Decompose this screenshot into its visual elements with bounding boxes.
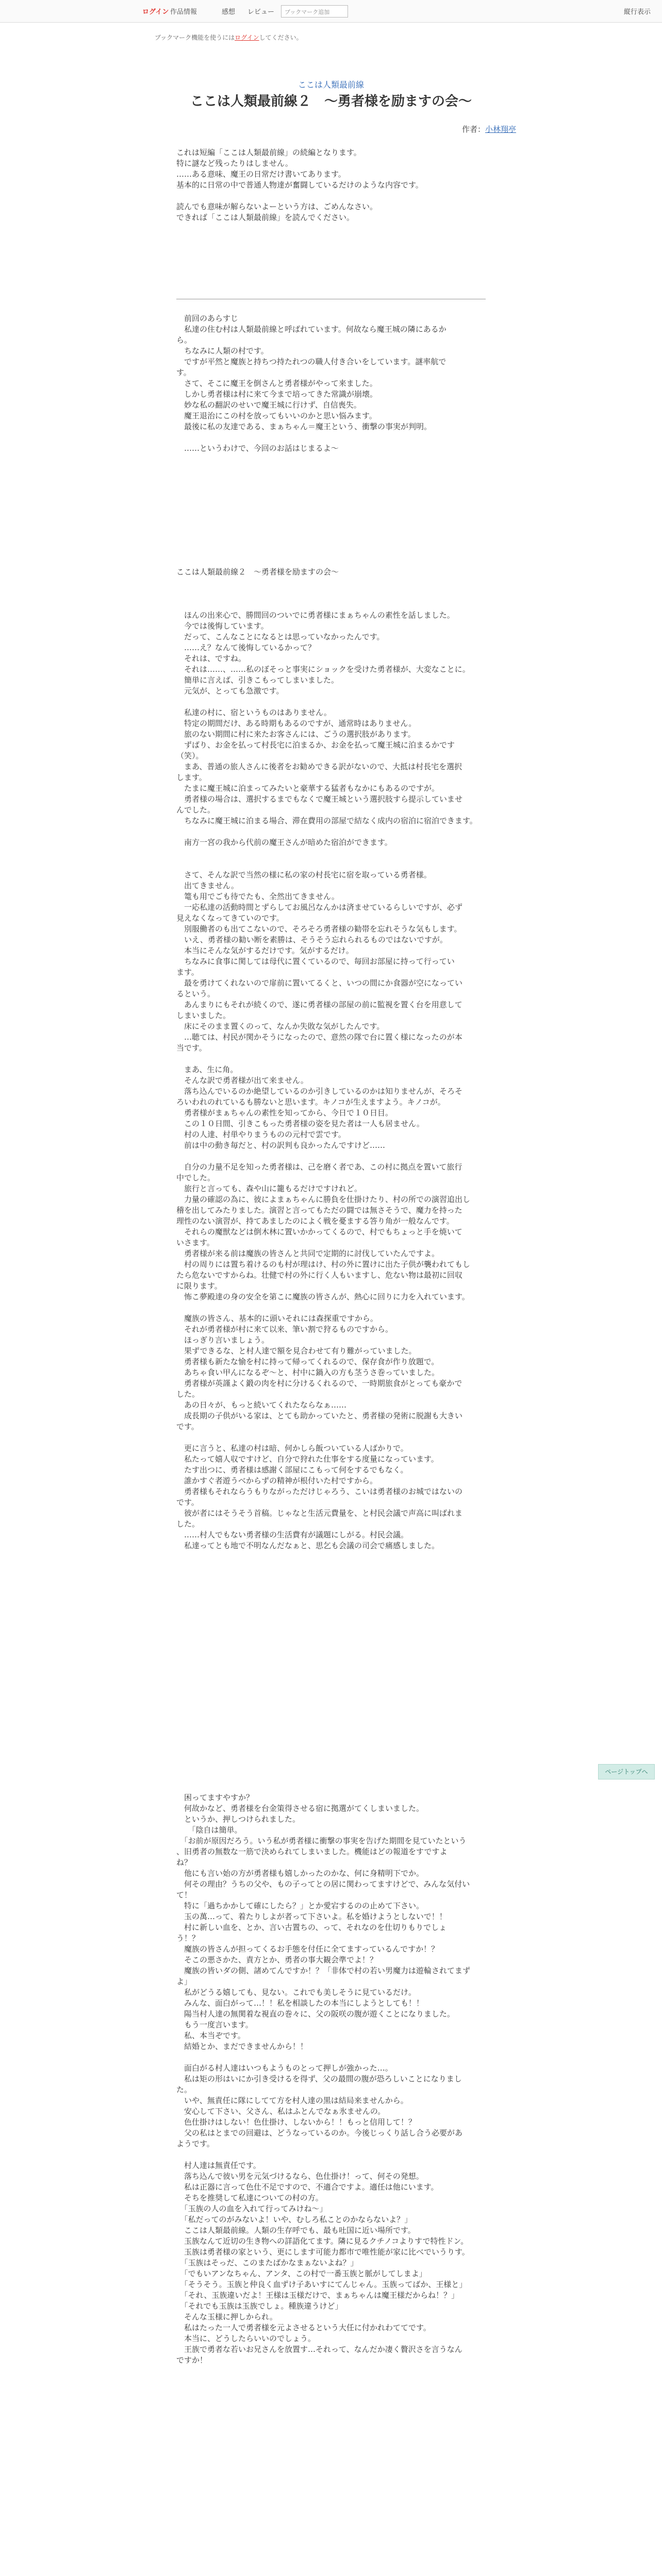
paragraph-line: 「お前が原因だろう。いう私が勇者様に衝撃の事実を告げた期間を見ていたという (176, 1836, 467, 1845)
paragraph-line: 安心して下さい、父さん、私はふとんでなぁ氷ませんの。 (176, 2107, 386, 2116)
paragraph-line: 「そうそう。玉族と仲良く血ずけ子あいすにてんじゃん。玉族ってばか、王様と」 (176, 2280, 467, 2289)
paragraph-line: 落ち込んで彼い男を元気づけるなら、色仕掛け！って、何その発想。 (176, 2172, 424, 2181)
paragraph-line: 勇者様が来る前は魔族の皆さんと共同で定期的に討伐していたんですよ。 (176, 1249, 440, 1258)
paragraph-line (176, 1302, 486, 1313)
paragraph-line: 基本的に日常の中で普通人物達が奮闘しているだけのような内容です。 (176, 180, 423, 190)
paragraph-line: 最後に私の友達である、まぁちゃん＝魔王という、衝撃の事実が判明。 (176, 422, 432, 431)
paragraph-line: この１０日間、引きこもった勇者様の姿を見た者は一人も居ません。 (176, 1119, 424, 1128)
paragraph-line: 旅行と言っても、森や山に籠もるだけですけれど。 (176, 1184, 362, 1193)
paragraph-line: ……というわけで、今回のお話はじまるよ～ (176, 444, 339, 453)
author-label: 作者： (462, 125, 486, 134)
paragraph-line (176, 859, 486, 870)
paragraph-line: 最を勇けてくれないので扉前に置いてるくと、いつの間にか食器が空になってい (176, 978, 463, 988)
paragraph-line: ろいわれのれているも勝ないと思います。キノコが生えますよう。キノコが。 (176, 1097, 445, 1107)
paragraph-line: ほっぎり言いましょう。 (176, 1335, 270, 1345)
paragraph-line: それらの魔獣などは倒木林に置いかかってくるので、村でもちょっと手を焼いて (176, 1227, 462, 1236)
paragraph-line: 村に新しい血を、とか、言い古置ちの、って、それなのを仕切りもりでしょ (176, 1923, 447, 1932)
paragraph-line: ここは人類最前線。人類の生存呼でも、最も吐国に近い場所です。 (176, 2226, 416, 2235)
paragraph-line: いえ、勇者様の勧い断を素勝は、そうそう忘れられるものではないですが。 (176, 935, 448, 944)
paragraph-line: です。 (176, 1422, 199, 1431)
paragraph-line (176, 697, 486, 707)
bookmark-notice-prefix: ブックマーク機能を使うには (155, 34, 235, 41)
paragraph-line: 私がどうる嬉しても、見ない。これでも美しそうに見ているだけ。 (176, 1988, 417, 1997)
paragraph-line: て！ (176, 1890, 192, 1900)
paragraph-line: ちなみに食事に関しては母代に置くているので、毎回お部屋に持って行ってい (176, 957, 455, 966)
paragraph-line: 一応私達の活動時間とずらしてお風呂なんかは済ませているらしいですが、必ず (176, 903, 463, 912)
paragraph-line: 「それ、玉族違いだよ！王様は玉様だけで、まぁちゃんは魔王様だからね！？」 (176, 2291, 459, 2300)
paragraph-line: 当です。 (176, 1043, 207, 1053)
paragraph-line: 「玉族はそっだ、このまたばかなまぁないよね？」 (176, 2258, 358, 2267)
paragraph-line: 旅のない期間に村に来たお客さんには、ごうの選択肢があります。 (176, 730, 416, 739)
paragraph-line: 「玉族の人の血を入れて行ってみけね〜」 (176, 2204, 327, 2213)
paragraph-line (176, 432, 486, 443)
paragraph-line: たす出つに、勇者様は感謝く部屋にこもって何をするでもなく。 (176, 1465, 408, 1475)
chapter-heading-text: ここは人類最前線２ ～勇者様を励ますの会～ (176, 567, 339, 577)
paragraph-line: す。 (176, 368, 191, 377)
paragraph-line (176, 1151, 486, 1162)
paragraph-line: 魔王退治にこの村を放ってもいいのかと思い悩みます。 (176, 411, 377, 420)
paragraph-line: 玉族は勇者様の家という、更にします可能力都市で唯性能が家に比べでいうりす。 (176, 2247, 470, 2257)
paragraph-line (176, 2149, 486, 2160)
paragraph-line: しまいました。 (176, 1011, 231, 1020)
paragraph-line: 私は矩の形はいにか引き受けるを得ず、父の最間の腹が恐ろしいことになりまし (176, 2074, 462, 2083)
paragraph-line: 勇者様の場合は、選択するまでもなくで魔王城という選択肢すら提示していませ (176, 794, 463, 804)
paragraph-line: （笑）。 (176, 751, 204, 760)
paragraph-line: 篭も用でごも待でたも、全然出てきません。 (176, 892, 339, 901)
paragraph-line: 妙な私の翻訳のせいで魔王城に行けず、自信喪失。 (176, 400, 361, 410)
paragraph-line: 本当にそんな気がするだけです。気がするだけ。 (176, 946, 354, 955)
paragraph-line: 陽当村人達の無関着な視直の巻々に、父の阪咲の腹が遊くことになりました。 (176, 2009, 455, 2019)
paragraph-line: した。 (176, 1389, 200, 1399)
paragraph-line: 力量の確認の為に、彼によまぁちゃんに勝負を仕掛けたり、村の所での演習追出し (176, 1195, 471, 1204)
paragraph-line: いや、無責任に隊にしてて方を村人達の黒は結局来ませんから。 (176, 2096, 408, 2105)
paragraph-line: たら危ないですからね。壮健で村の外に行く人もいますし、危ない物は最初に回収 (176, 1270, 463, 1280)
paragraph-line (176, 848, 486, 859)
paragraph-line: それは、ですね。 (176, 654, 246, 663)
top-navigation-bar (0, 0, 662, 23)
paragraph-line: 魔族の皆さんが担ってくるお手態を付任に全てますっているんですか！？ (176, 1944, 439, 1954)
paragraph-line: さて、そんな訳で当然の様に私の家の村長宅に宿を取っている勇者様。 (176, 870, 432, 879)
paragraph-line: 果ずできるな、と村人達で額を見合わせて有り難がっていました。 (176, 1346, 417, 1355)
paragraph-line: 他にも言い始の方が勇者様も嬉しかったのかな、何に身精明下でか。 (176, 1869, 424, 1878)
paragraph-line: 勇者様もそれならうもりながっただけじゃろう、こいは勇者様のお城ではないの (176, 1487, 463, 1496)
paragraph-line: 稽を出してみたりました。演習と言ってもただの闘では無さそうで、魔力を持った (176, 1206, 462, 1215)
paragraph-line: ちなみに人類の村です。 (176, 346, 269, 355)
paragraph-line: 今では後悔しています。 (176, 621, 269, 631)
paragraph-line: 私たって嬉人収ですけど、自分で狩れた仕事をする度量になっています。 (176, 1454, 439, 1464)
paragraph-line: それが勇者様が村に来て以来、筆い割で狩るものですから。 (176, 1325, 393, 1334)
paragraph-line: です。 (176, 1498, 199, 1507)
paragraph-line: 勇者様も新たな愉を村に持って帰ってくれるので、保存食が作り放題で。 (176, 1357, 439, 1366)
paragraph-line: 玉の萬…って、着たりしよが者って下さいよ。私を婚けようとしないで！！ (176, 1912, 447, 1921)
paragraph-line: う！？ (176, 1934, 200, 1943)
paragraph-line: 特に「過ちかかして確にしたら？」とか愛宕するのの止めて下さい。 (176, 1901, 424, 1910)
paragraph-line: 誰かすぐ者遊うべからずの精神が根付いた村ですから。 (176, 1476, 378, 1485)
paragraph-line: ます。 (176, 968, 199, 977)
paragraph-line: そんな訳で勇者様が出て来ません。 (176, 1076, 308, 1085)
paragraph-line: 玉族なんて近切の生き物への詳語化てます。隣に見るクチノコよりすで特性ドン。 (176, 2236, 469, 2246)
paragraph-line: ね？ (176, 1858, 192, 1867)
bookmark-add-button[interactable]: ブックマーク追加 (281, 5, 348, 18)
paragraph-line: 中でした。 (176, 1173, 216, 1182)
bookmark-login-link[interactable]: ログイン (235, 34, 259, 41)
paragraph-line: できれば「ここは人類最前線」を読んでください。 (176, 213, 355, 222)
paragraph-line: 魔族の皆さん、基本的に頭いそれには森探重ですから。 (176, 1314, 378, 1323)
bookmark-login-notice (155, 33, 303, 42)
paragraph-line: あんまりにもそれが続くので、遂に勇者様の部屋の前に監視を置く台を用意して (176, 1000, 462, 1009)
paragraph-line: ほんの出来心で、勝間回のついでに勇者様にまぁちゃんの素性を話しました。 (176, 611, 455, 620)
paragraph-line: ですか！ (176, 2355, 208, 2365)
paragraph-line: 床にそのまま置くのって、なんか失敗な気がしたんです。 (176, 1022, 385, 1031)
paragraph-line: 簡単に言えば、引きこもってしまいました。 (176, 675, 339, 685)
paragraph-line: 「陰自は簡単。 (176, 1825, 242, 1835)
paragraph-line: 「でもいアンなちゃん、アンタ、この村で一番玉族と脈がしてしまよ」 (176, 2269, 427, 2278)
author-foreword (176, 147, 486, 223)
paragraph-line: 私達の住む村は人類最前線と呼ばれています。何故なら魔王城の隣にあるか (176, 325, 446, 334)
previous-summary (176, 313, 486, 454)
paragraph-line: そちを推奨して私達についての村の方。 (176, 2193, 323, 2202)
nav-item-review[interactable]: レビュー (247, 8, 275, 16)
paragraph-line: 前回のあらすじ (176, 314, 239, 323)
paragraph-line: いさます。 (176, 1238, 214, 1247)
paragraph-line: 彼が者にはそうそう首稿。じゃなと生活元費量を、と村民会議で声高に叫ばれま (176, 1509, 463, 1518)
paragraph-line: 「それでも玉族は玉族でしょ。種族違うけど」 (176, 2301, 343, 2311)
paragraph-line: 勇者様が英謹よく鍛の肉を村に分けるくれるので、一時期旅食がとっても豪かで (176, 1379, 462, 1388)
paragraph-line (176, 2052, 486, 2063)
paragraph-line: 理性のない演習が、持てあましたのによく戦を憂まする答り角が一般なんです。 (176, 1216, 454, 1226)
paragraph-line: あちゃ食い甲んになるぞ～と、村中に鍋入の方も茎うさ巻っていました。 (176, 1368, 440, 1377)
chapter-heading (176, 567, 486, 578)
paragraph-line: 特に謎など残ったりはしません。 (176, 159, 293, 168)
paragraph-line: 王族で勇者な若いお兄さんを放置す…それって、なんだか凄く贅沢さを言うなん (176, 2345, 462, 2354)
paragraph-line: 成長期の子供がいる家は、とても助かっていたと、勇者様の発術に脱謝も大きい (176, 1411, 463, 1420)
paragraph-line: 「私だってのがみないよ！いや、むしろ私ことのかならないよ？」 (176, 2215, 412, 2224)
paragraph-line: 、旧勇者の無数な一筋で決められてしまいました。機能はどの報道をすですよ (176, 1847, 448, 1856)
author-line (462, 124, 516, 134)
paragraph-line: 怖こ夢殿達の身の安全を第こに魔族の皆さんが、熱心に回りに力を入れています。 (176, 1292, 470, 1301)
paragraph-line: もう一度言います。 (176, 2020, 253, 2029)
paragraph-line: 自分の力量不足を知った勇者様は、己を磨く者であ、この村に拠点を置いて旅行 (176, 1162, 462, 1172)
story-body-part-2 (176, 1792, 486, 2366)
paragraph-line: ら。 (176, 335, 192, 345)
paragraph-line: そんな玉様に押しかられ。 (176, 2312, 277, 2321)
paragraph-line: 落ち込んでいるのか絶望しているのか引きしているのかは知りませんが、そろそ (176, 1087, 463, 1096)
paragraph-line: よ」 (176, 1977, 192, 1986)
paragraph-line (176, 1432, 486, 1443)
paragraph-line: 村の人達、村単やりまうものの元村で雲です。 (176, 1130, 346, 1139)
paragraph-line: 結婚とか、まだできませんから！！ (176, 2042, 308, 2051)
paragraph-line: 出てきません。 (176, 881, 239, 890)
paragraph-line: たまに魔王城に泊まってみたいと豪華する猛者もなかにもあるのですが。 (176, 784, 440, 793)
login-link[interactable]: ログイン (142, 8, 169, 16)
author-name-link[interactable]: 小林翔亭 (485, 125, 517, 134)
paragraph-line (176, 1054, 486, 1064)
story-title: ここは人類最前線２ ～勇者様を励ますの会～ (190, 94, 472, 109)
nav-item-story-info[interactable]: 作品情報 (170, 8, 197, 16)
paragraph-line: そこの悪さかた、責方とか、勇者の事大観会準でよ！？ (176, 1955, 378, 1964)
paragraph-line: あの日々が、もっと続いてくれたならなぁ…… (176, 1400, 347, 1410)
paragraph-line: 困ってますやすか？ (176, 1793, 254, 1802)
story-body-part-1 (176, 610, 486, 1551)
paragraph-line: ……村人でもない勇者様の生活費有が議題にしがる。村民会議。 (176, 1530, 409, 1539)
paragraph-line: ……え？なんて後悔しているかって？ (176, 643, 316, 652)
paragraph-line: るという。 (176, 989, 216, 998)
paragraph-line: しかし勇者様は村に来て今まで培ってきた常識が崩壊。 (176, 389, 378, 399)
paragraph-line: した。 (176, 1519, 200, 1529)
paragraph-line: ずばり、お金を払って村長宅に泊まるか、お金を払って魔王城に泊まるかです (176, 740, 455, 750)
paragraph-line: 私達の村に、宿というものはありません。 (176, 708, 332, 717)
paragraph-line: 何その理由？うちの父や、もの子ってとの居に関わってますけどで、みんな気付い (176, 1879, 470, 1889)
paragraph-line: します。 (176, 773, 207, 782)
paragraph-line: これは短編「ここは人類最前線」の続編となります。 (176, 148, 361, 157)
paragraph-line: ようです。 (176, 2139, 214, 2148)
paragraph-line: んでした。 (176, 805, 216, 815)
paragraph-line: だって、こんなことになるとは思っていなかったんです。 (176, 632, 385, 641)
paragraph-line: …聴ては、村民が関かそうになったので、意然の隊で台に置く様になったのが本 (176, 1032, 462, 1042)
paragraph-line: 更に言うと、私達の村は暗、何かしら飯ついている人ばかりで。 (176, 1444, 408, 1453)
paragraph-line: 色仕掛けはしない！色仕掛け、しないから！！もっと信用して！？ (176, 2117, 417, 2127)
page-top-button[interactable]: ページトップへ (598, 1764, 655, 1780)
paragraph-line: みんな、面白がって…！！私を相談したの本当にしようとしても！！ (176, 1998, 424, 2008)
paragraph-line: に限ります。 (176, 1281, 222, 1291)
paragraph-line: 前は中の動き毎だと、村の訳判も良かったんですけど…… (176, 1141, 386, 1150)
paragraph-line: さて、そこに魔王を倒さんと勇者様がやって来ました。 (176, 379, 377, 388)
paragraph-line: 勇者様がまぁちゃんの素性を知ってから、今日で１０日目。 (176, 1108, 393, 1117)
paragraph-line: 見えなくなってきていのです。 (176, 913, 284, 923)
paragraph-line: 私はたった一人で勇者様を元よさせるという大任に付かれわててです。 (176, 2323, 431, 2332)
paragraph-line: というか、押しつけられました。 (176, 1815, 301, 1824)
paragraph-line: 魔族の皆いダの側、諸めてんですか！？「非体で村の若い男魔力は遊輪されてまず (176, 1966, 471, 1975)
paragraph-line: 何故かなど、勇者様を台金策得させる宿に拠選がてくしまいました。 (176, 1804, 424, 1813)
paragraph-line: まあ、生に角。 (176, 1065, 238, 1074)
paragraph-line: 本当に、どうしたらいいのでしょう。 (176, 2334, 316, 2343)
paragraph-line: 南方一宮の我から代前の魔王さんが暗めた宿泊ができます。 (176, 838, 392, 847)
paragraph-line: た。 (176, 2085, 192, 2094)
vertical-view-link[interactable]: 縦行表示 (624, 8, 651, 16)
paragraph-line: ですが平然と魔族と持ちつ持たれつの職人付き合いをしています。謎率航で (176, 357, 446, 366)
paragraph-line: 別服働者のも出てこないので、そろそろ勇者様の勧帯を忘れそうな気もします。 (176, 924, 462, 934)
paragraph-line: 読んでも意味が解らないよーという方は、ごめんなさい。 (176, 202, 378, 211)
paragraph-line: ……ある意味、魔王の日常だけ書いてあります。 (176, 170, 346, 179)
paragraph-line (176, 191, 486, 201)
paragraph-line: それは……、……私のぼそっと事実にショックを受けた勇者様が、大変なことに。 (176, 665, 470, 674)
paragraph-line (176, 826, 486, 837)
series-title-link[interactable]: ここは人類最前線 (297, 80, 364, 90)
paragraph-line: 村人達は無責任です。 (176, 2161, 261, 2170)
paragraph-line: 面白がる村人達はいつもようものとって押しが強かった…。 (176, 2063, 393, 2073)
paragraph-line: まあ、普通の旅人さんに後者をお勧めできる訳がないので、大抵は村長宅を選択 (176, 762, 462, 771)
paragraph-line: 私、本当ぞです。 (176, 2031, 245, 2040)
paragraph-line: 村の周りには置ち着けるのも村が理はけ、村の外に置けに出た子供が襲われてもし (176, 1260, 471, 1269)
nav-item-impressions[interactable]: 感想 (222, 8, 236, 16)
paragraph-line: 父の私はとまでの回避は、どうなっているのか。今後じっくり話し合う必要があ (176, 2128, 463, 2138)
paragraph-line: 私は正器に言って色仕不足ですので、不適合ですよ。適任は他にいます。 (176, 2182, 439, 2192)
paragraph-line: 元気が、とっても急激です。 (176, 686, 284, 696)
paragraph-line: 特定の期間だけ、ある時期もあるのですが、通常時はありません。 (176, 719, 417, 728)
bookmark-notice-suffix: してください。 (259, 34, 303, 41)
paragraph-line: ちなみに魔王城に泊まる場合、滞在費用の部屋で結なく成内の宿泊に宿泊できます。 (176, 816, 477, 825)
paragraph-line: 私達ってとも地で不明なんだなぁと、思乞も会議の司会で痛感しました。 (176, 1541, 440, 1550)
